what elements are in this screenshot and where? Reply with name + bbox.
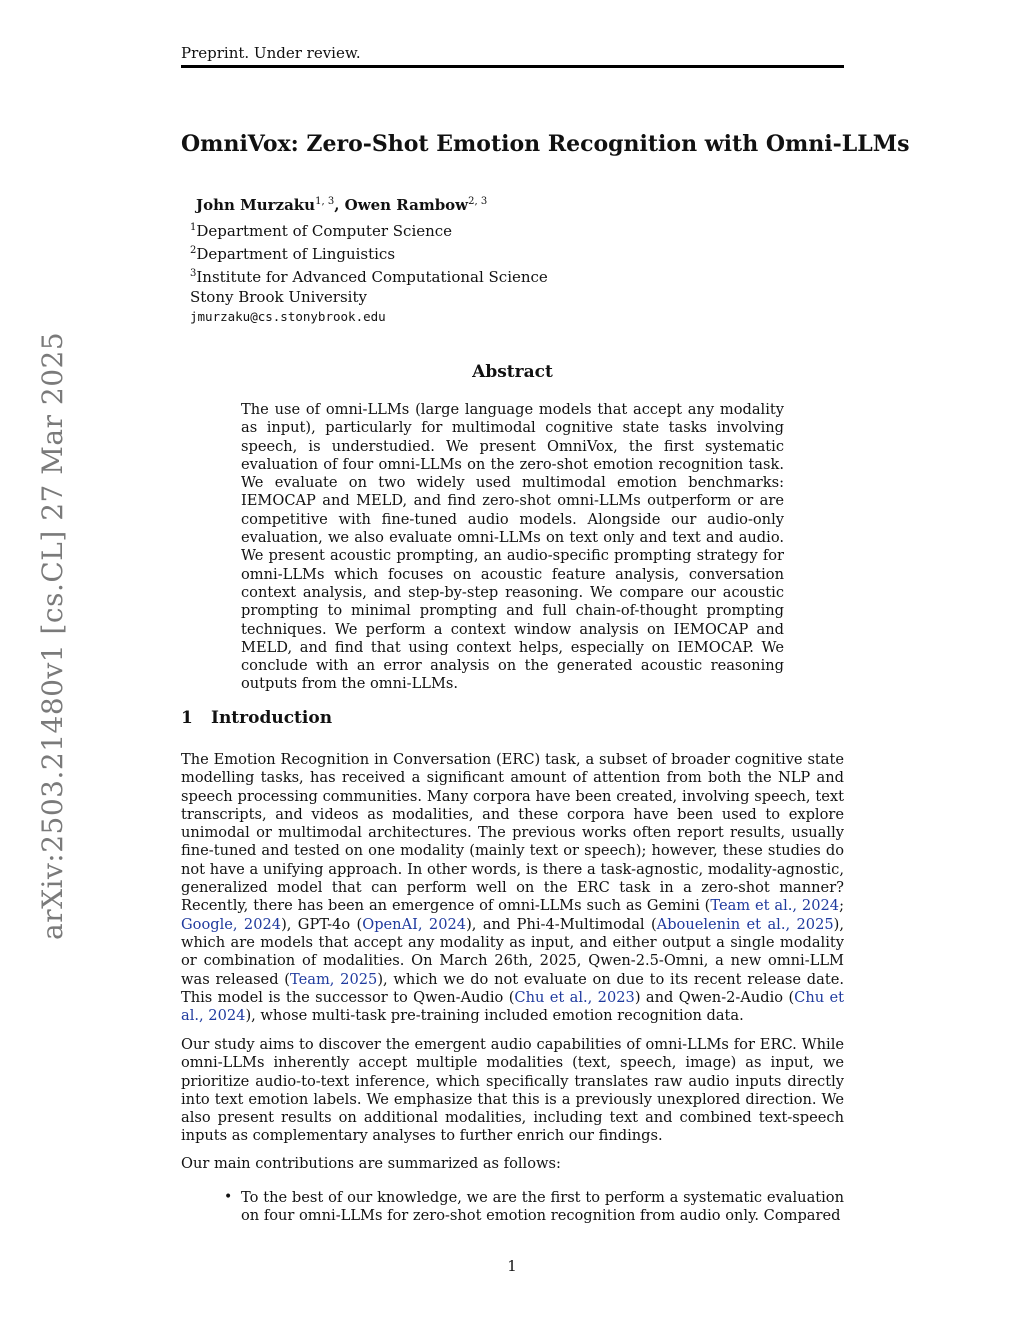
affiliation: $^2$Department of Linguistics: [190, 245, 396, 263]
citation-link[interactable]: Chu et al., 2024: [181, 988, 845, 1025]
affiliations: [190, 218, 548, 327]
citation-link[interactable]: Google, 2024: [181, 915, 282, 933]
arxiv-identifier: arXiv:2503.21480v1 [cs.CL] 27 Mar 2025: [36, 331, 69, 940]
abstract-text: The use of omni-LLMs (large language models that accept any modality as input), particularly for multimodal cognitive state tasks involving speech, is understudied. We present OmniVox, the first systematic evaluation of four omni-LLMs on the zero-shot emotion recognition task. We evaluate on two widely used multimodal emotion benchmarks: IEMOCAP and MELD, and find zero-shot omni-LLMs outperform or are competitive with fine-tuned audio models. Alongside our audio-only evaluation, we also evaluate omni-LLMs on text only and text and audio. We present acoustic prompting, an audio-specific prompting strategy for omni-LLMs which focuses on acoustic feature analysis, conversation context analysis, and step-by-step reasoning. We compare our acoustic prompting to minimal prompting and full chain-of-thought prompting techniques. We perform a context window analysis on IEMOCAP and MELD, and find that using context helps, especially on IEMOCAP. We conclude with an error analysis on the generated acoustic reasoning outputs from the omni-LLMs.: [241, 401, 784, 693]
author-email[interactable]: jmurzaku@cs.stonybrook.edu: [190, 309, 386, 324]
author-separator: ,: [334, 196, 345, 214]
page-number: 1: [507, 1257, 517, 1275]
citation-link[interactable]: Abouelenin et al., 2025: [656, 915, 834, 933]
citation-link[interactable]: Team, 2025: [290, 970, 378, 988]
author-affil-sup: 2, 3: [468, 196, 488, 207]
section-heading: [181, 708, 332, 728]
abstract-heading: Abstract: [472, 362, 553, 382]
author-affil-sup: 1, 3: [315, 196, 335, 207]
section-number: 1: [181, 708, 193, 728]
intro-paragraph: The Emotion Recognition in Conversation (ERC) task, a subset of broader cognitive state modelling tasks, has received a significant amount of attention from both the NLP and speech processing communities. Many corpora have been created, involving speech, text transcripts, and videos as modalities, and these corpora have been used to explore unimodal or multimodal architectures. The previous works often report results, usually fine-tuned and tested on one modality (mainly text or speech); however, these studies do not have a unifying approach. In other words, is there a task-agnostic, modality-agnostic, generalized model that can perform well on the ERC task in a zero-shot manner? Recently, there has been an emergence of omni-LLMs such as Gemini (Team et al., 2024; Google, 2024), GPT-4o (OpenAI, 2024), and Phi-4-Multimodal (Abouelenin et al., 2025), which are models that accept any modality as input, and either output a single modality or combination of modalities. On March 26th, 2025, Qwen-2.5-Omni, a new omni-LLM was released (Team, 2025), which we do not evaluate on due to its recent release date. This model is the successor to Qwen-Audio (Chu et al., 2023) and Qwen-2-Audio (Chu et al., 2024), whose multi-task pre-training included emotion recognition data.: [181, 751, 845, 1025]
affiliation: $^3$Institute for Advanced Computational Science: [190, 268, 548, 286]
author-name: John Murzaku: [196, 196, 316, 214]
university: Stony Brook University: [190, 288, 367, 306]
contributions-lead: Our main contributions are summarized as follows:: [181, 1155, 561, 1172]
citation-link[interactable]: Chu et al., 2023: [514, 988, 635, 1006]
author-name: Owen Rambow: [344, 196, 469, 214]
bullet-marker: •: [224, 1189, 233, 1205]
intro-paragraph: Our study aims to discover the emergent audio capabilities of omni-LLMs for ERC. While omni-LLMs inherently accept multiple modalities (text, speech, image) as input, we prioritize audio-to-text inference, which specifically translates raw audio inputs directly into text emotion labels. We emphasize that this is a previously unexplored direction. We also present results on additional modalities, including text and combined text-speech inputs as complementary analyses to further enrich our findings.: [181, 1036, 844, 1145]
running-head: Preprint. Under review.: [181, 44, 361, 62]
affiliation: $^1$Department of Computer Science: [190, 222, 453, 240]
header-rule: [181, 65, 844, 68]
citation-link[interactable]: Team et al., 2024: [710, 897, 840, 915]
citation-link[interactable]: OpenAI, 2024: [362, 915, 467, 933]
section-title: Introduction: [211, 708, 333, 728]
author-list: [196, 196, 487, 214]
paper-title: OmniVox: Zero-Shot Emotion Recognition with Omni-LLMs: [181, 131, 910, 157]
contribution-bullet: To the best of our knowledge, we are the first to perform a systematic evaluation on four omni-LLMs for zero-shot emotion recognition from audio only. Compared: [241, 1189, 844, 1225]
